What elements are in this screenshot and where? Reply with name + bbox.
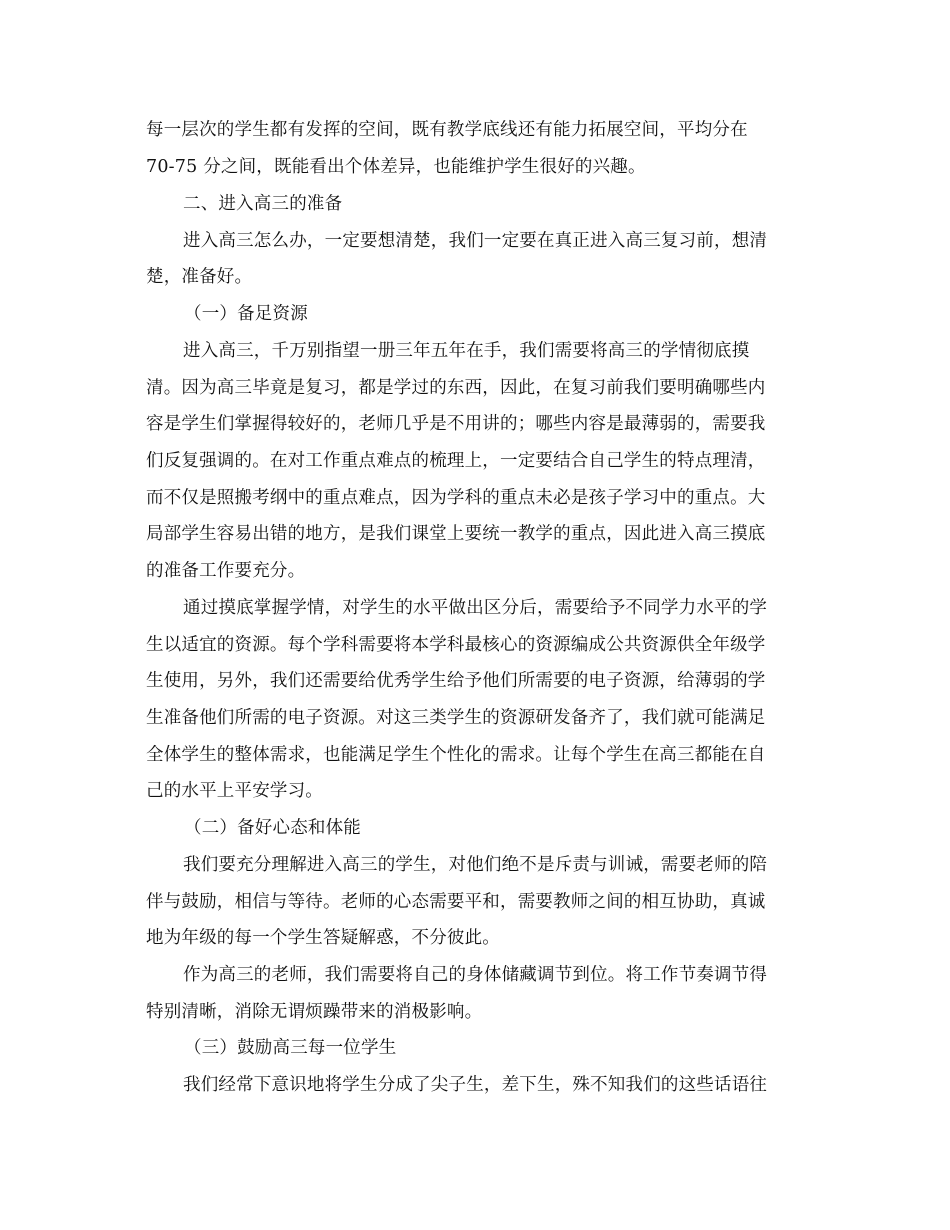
- body-text-line: 生使用，另外，我们还需要给优秀学生给予他们所需要的电子资源，给薄弱的学: [146, 671, 766, 691]
- body-text-line: 我们经常下意识地将学生分成了尖子生，差下生，殊不知我们的这些话语往: [183, 1075, 768, 1095]
- body-text-line: 楚，准备好。: [146, 267, 253, 287]
- body-text-line: 70-75 分之间，既能看出个体差异，也能维护学生很好的兴趣。: [146, 157, 646, 177]
- body-text-line: 每一层次的学生都有发挥的空间，既有教学底线还有能力拓展空间，平均分在: [146, 120, 748, 140]
- subsection-heading: （二）备好心态和体能: [184, 818, 361, 838]
- section-heading: 二、进入高三的准备: [183, 194, 343, 214]
- body-text-line: 进入高三，千万别指望一册三年五年在手，我们需要将高三的学情彻底摸: [183, 341, 750, 361]
- body-text-line: 特别清晰，消除无谓烦躁带来的消极影响。: [146, 1002, 483, 1022]
- body-text-line: 己的水平上平安学习。: [146, 781, 323, 801]
- body-text-line: 而不仅是照搬考纲中的重点难点，因为学科的重点未必是孩子学习中的重点。大: [146, 488, 766, 508]
- body-text-line: 容是学生们掌握得较好的，老师几乎是不用讲的；哪些内容是最薄弱的，需要我: [146, 414, 766, 434]
- body-text-line: 通过摸底掌握学情，对学生的水平做出区分后，需要给予不同学力水平的学: [183, 598, 768, 618]
- subsection-heading: （一）备足资源: [184, 304, 308, 324]
- body-text-line: 伴与鼓励，相信与等待。老师的心态需要平和，需要教师之间的相互协助，真诚: [146, 892, 766, 912]
- body-text-line: 全体学生的整体需求，也能满足学生个性化的需求。让每个学生在高三都能在自: [146, 745, 766, 765]
- body-text-line: 清。因为高三毕竟是复习，都是学过的东西，因此，在复习前我们要明确哪些内: [146, 378, 766, 398]
- body-text-line: 地为年级的每一个学生答疑解惑，不分彼此。: [146, 928, 500, 948]
- body-text-line: 作为高三的老师，我们需要将自己的身体储藏调节到位。将工作节奏调节得: [183, 965, 768, 985]
- body-text-line: 进入高三怎么办，一定要想清楚，我们一定要在真正进入高三复习前，想清: [183, 231, 768, 251]
- body-text-line: 生准备他们所需的电子资源。对这三类学生的资源研发备齐了，我们就可能满足: [146, 708, 766, 728]
- body-text-line: 的准备工作要充分。: [146, 561, 306, 581]
- subsection-heading: （三）鼓励高三每一位学生: [184, 1038, 397, 1058]
- body-text-line: 们反复强调的。在对工作重点难点的梳理上，一定要结合自己学生的特点理清，: [146, 451, 766, 471]
- body-text-line: 局部学生容易出错的地方，是我们课堂上要统一教学的重点，因此进入高三摸底: [146, 524, 766, 544]
- body-text-line: 生以适宜的资源。每个学科需要将本学科最核心的资源编成公共资源供全年级学: [146, 635, 766, 655]
- body-text-line: 我们要充分理解进入高三的学生，对他们绝不是斥责与训诫，需要老师的陪: [183, 855, 768, 875]
